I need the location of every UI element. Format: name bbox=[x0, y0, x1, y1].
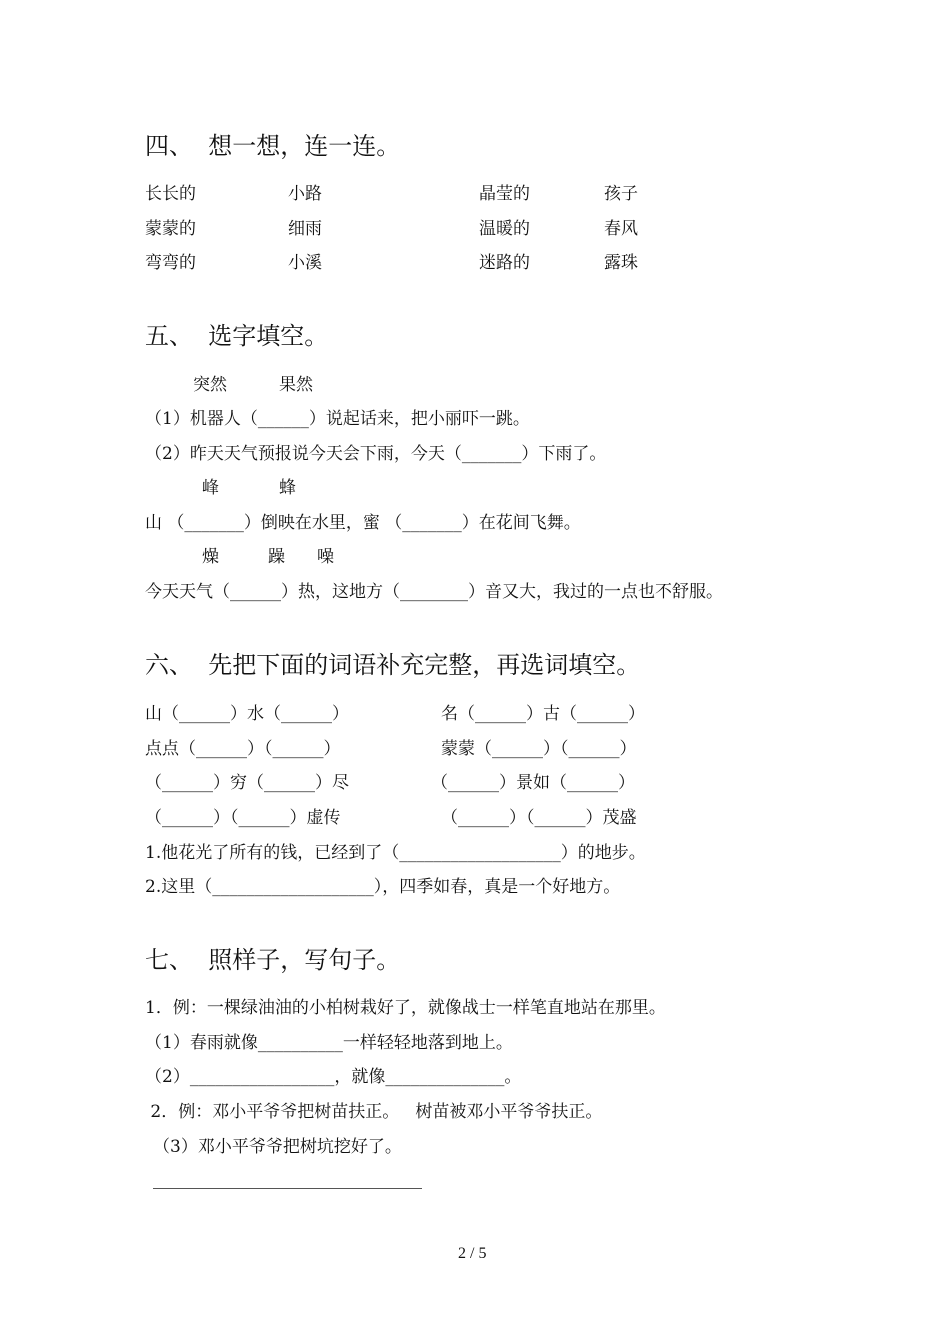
match-right-word: 温暖的 bbox=[479, 219, 530, 239]
fill-question: （2）昨天天气预报说今天会下雨，今天（_______）下雨了。 bbox=[145, 444, 607, 464]
idiom-right: 名（______）古（______） bbox=[441, 704, 645, 724]
idiom-left: （______）穷（______）尽 bbox=[145, 773, 349, 793]
match-left-word: 细雨 bbox=[288, 219, 322, 239]
fill-question: 1.他花光了所有的钱，已经到了（___________________）的地步。 bbox=[145, 843, 646, 863]
match-right-word: 露珠 bbox=[604, 253, 638, 273]
choice-word: 蜂 bbox=[279, 478, 296, 498]
choice-word: 果然 bbox=[279, 375, 313, 395]
fill-question: （1）机器人（______）说起话来，把小丽吓一跳。 bbox=[145, 409, 530, 429]
section-6-heading: 六、 先把下面的词语补充完整，再选词填空。 bbox=[145, 651, 641, 679]
fill-question: 2.这里（___________________），四季如春，真是一个好地方。 bbox=[145, 877, 621, 897]
idiom-right: （______）景如（______） bbox=[431, 773, 635, 793]
match-left-word: 小溪 bbox=[288, 253, 322, 273]
page-number: 2 / 5 bbox=[458, 1245, 487, 1262]
match-left-word: 长长的 bbox=[145, 184, 196, 204]
match-right-word: 孩子 bbox=[604, 184, 638, 204]
write-question: （3）邓小平爷爷把树坑挖好了。 bbox=[153, 1137, 402, 1157]
match-left-word: 小路 bbox=[288, 184, 322, 204]
idiom-right: （______）（______）茂盛 bbox=[441, 808, 637, 828]
answer-line bbox=[153, 1188, 422, 1189]
section-4-heading: 四、 想一想，连一连。 bbox=[145, 132, 401, 160]
idiom-left: 点点（______）（______） bbox=[145, 739, 341, 759]
fill-question: 今天天气（______）热，这地方（________）音又大，我过的一点也不舒服。 bbox=[145, 582, 723, 602]
choice-word: 躁 bbox=[268, 547, 285, 567]
match-left-word: 蒙蒙的 bbox=[145, 219, 196, 239]
choice-word: 峰 bbox=[202, 478, 219, 498]
example-sentence: 1．例：一棵绿油油的小柏树栽好了，就像战士一样笔直地站在那里。 bbox=[145, 998, 666, 1018]
write-question: （2）_________________，就像______________。 bbox=[145, 1067, 522, 1087]
choice-word: 噪 bbox=[317, 547, 334, 567]
example-sentence: 2．例：邓小平爷爷把树苗扶正。 树苗被邓小平爷爷扶正。 bbox=[145, 1102, 603, 1122]
choice-word: 突然 bbox=[193, 375, 227, 395]
match-left-word: 弯弯的 bbox=[145, 253, 196, 273]
idiom-left: 山（______）水（______） bbox=[145, 704, 349, 724]
match-right-word: 迷路的 bbox=[479, 253, 530, 273]
idiom-right: 蒙蒙（______）（______） bbox=[441, 739, 637, 759]
fill-question: 山 （_______）倒映在水里，蜜 （_______）在花间飞舞。 bbox=[145, 513, 581, 533]
section-7-heading: 七、 照样子，写句子。 bbox=[145, 946, 401, 974]
match-right-word: 晶莹的 bbox=[479, 184, 530, 204]
section-5-heading: 五、 选字填空。 bbox=[145, 322, 329, 350]
write-question: （1）春雨就像__________一样轻轻地落到地上。 bbox=[145, 1033, 513, 1053]
choice-word: 燥 bbox=[202, 547, 219, 567]
match-right-word: 春风 bbox=[604, 219, 638, 239]
idiom-left: （______）（______）虚传 bbox=[145, 808, 341, 828]
